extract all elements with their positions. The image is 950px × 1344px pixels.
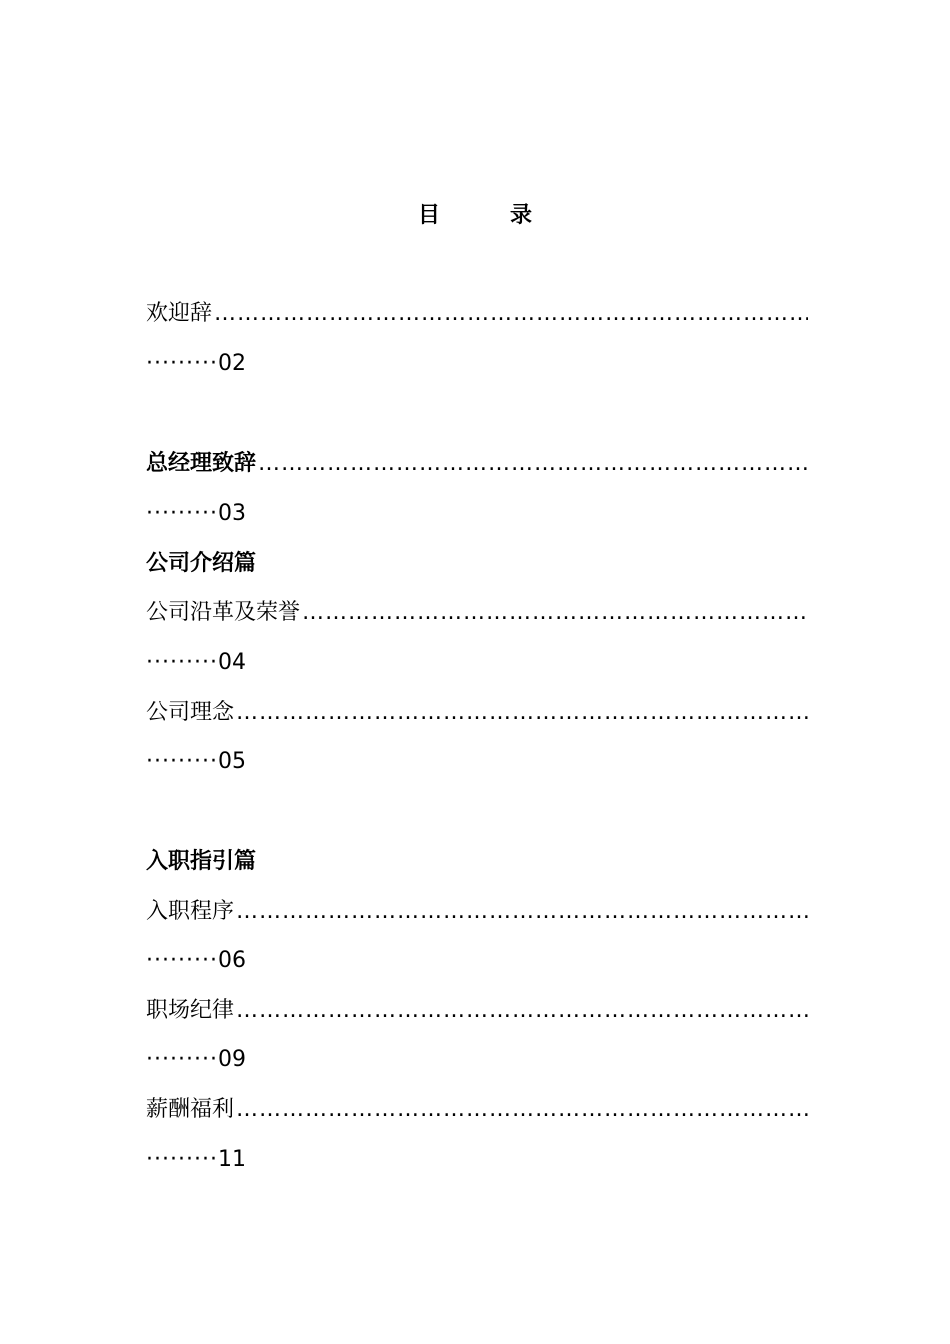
toc-entry-compensation[interactable]: [146, 1094, 808, 1126]
dot-leader: [236, 896, 808, 928]
toc-page-number: 09: [217, 1047, 246, 1072]
toc-entry-gm-speech[interactable]: [146, 448, 808, 480]
toc-entry-page-row: [146, 945, 808, 977]
toc-page-number: 06: [217, 948, 246, 973]
dot-leader: [236, 995, 808, 1027]
toc-entry-label: 薪酬福利: [146, 1094, 236, 1126]
dot-leader-continuation: ·········: [146, 1047, 218, 1072]
toc-entry-label: 入职程序: [146, 896, 236, 928]
toc-entry-label: 总经理致辞: [146, 448, 258, 480]
dot-leader: [258, 448, 808, 480]
toc-entry-page-row: [146, 498, 808, 530]
toc-entry-page-row: [146, 1144, 808, 1176]
toc-entry-label: 欢迎辞: [146, 298, 214, 330]
toc-page-number: 02: [217, 351, 246, 376]
toc-page-number: 11: [217, 1147, 246, 1172]
toc-entry-philosophy[interactable]: [146, 697, 808, 729]
toc-entry-page-row: [146, 647, 808, 679]
toc-entry-page-row: [146, 746, 808, 778]
toc-page-number: 05: [217, 749, 246, 774]
dot-leader: [214, 298, 808, 330]
toc-entry-page-row: [146, 1044, 808, 1076]
toc-section-heading: 入职指引篇: [146, 849, 257, 874]
dot-leader: [236, 1094, 808, 1126]
toc-entry-label: 职场纪律: [146, 995, 236, 1027]
dot-leader-continuation: ·········: [146, 1147, 218, 1172]
dot-leader-continuation: ·········: [146, 948, 218, 973]
dot-leader-continuation: ·········: [146, 501, 218, 526]
dot-leader-continuation: ·········: [146, 749, 218, 774]
toc-entry-label: 公司沿革及荣誉: [146, 597, 302, 629]
toc-entry-history-honors[interactable]: [146, 597, 808, 629]
toc-page-number: 03: [217, 501, 246, 526]
toc-page-number: 04: [217, 650, 246, 675]
dot-leader: [302, 597, 808, 629]
toc-entry-discipline[interactable]: [146, 995, 808, 1027]
toc-entry-page-row: [146, 348, 808, 380]
toc-title: 目 录: [417, 203, 556, 228]
dot-leader-continuation: ·········: [146, 650, 218, 675]
toc-entry-label: 公司理念: [146, 697, 236, 729]
toc-section-heading: 公司介绍篇: [146, 551, 257, 576]
dot-leader-continuation: ·········: [146, 351, 218, 376]
toc-entry-welcome[interactable]: [146, 298, 808, 330]
dot-leader: [236, 697, 808, 729]
toc-entry-onboarding[interactable]: [146, 896, 808, 928]
